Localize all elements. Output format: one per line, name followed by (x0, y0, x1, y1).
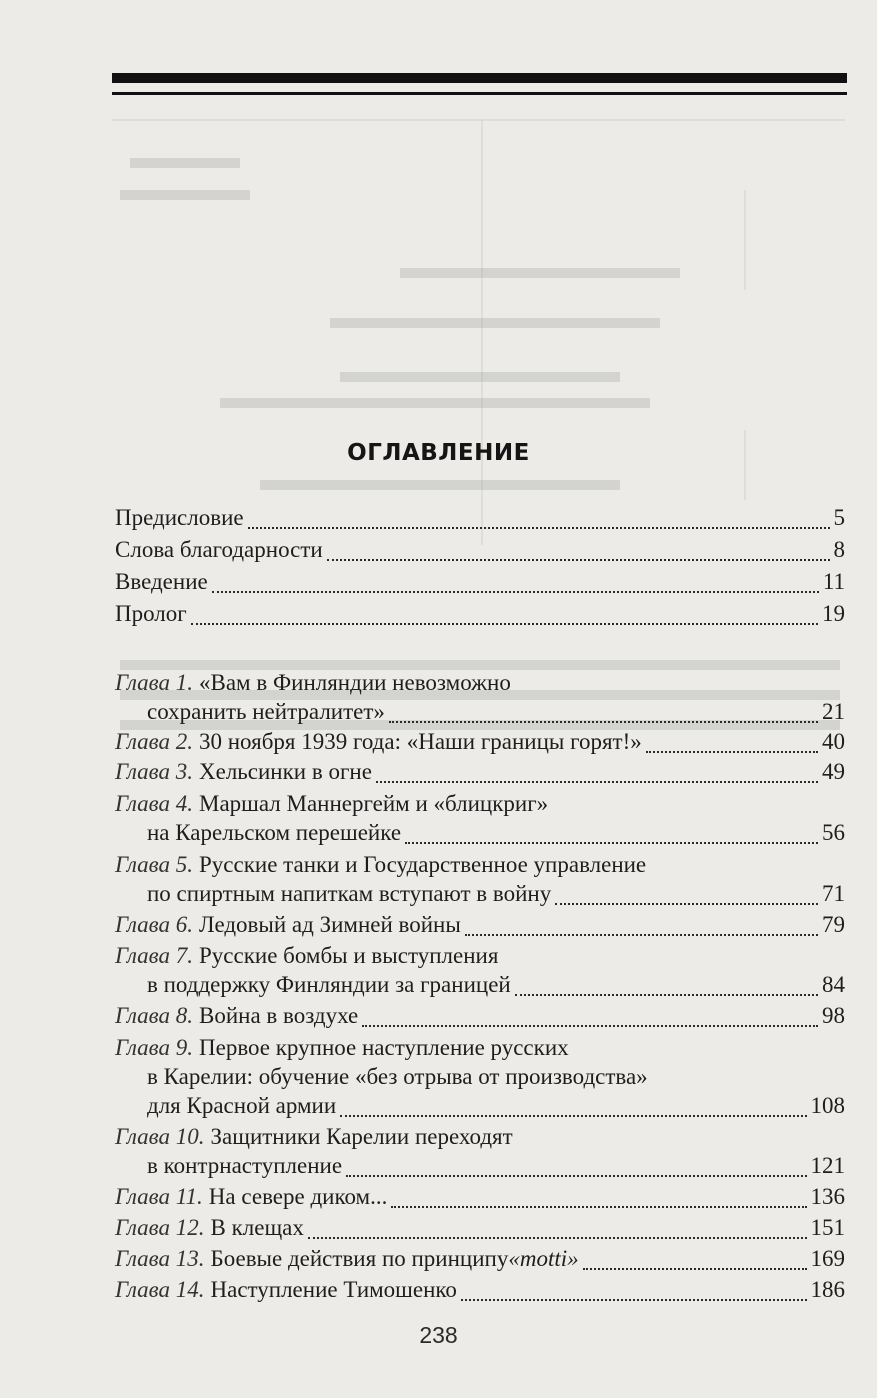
toc-chapter-1[interactable] (115, 670, 845, 700)
chapter-label: Глава 12. (115, 1215, 205, 1240)
toc-chapter-10[interactable] (115, 1124, 845, 1154)
page-number: 19 (822, 601, 845, 626)
dot-leader (191, 623, 818, 625)
chapter-label: Глава 10. (115, 1124, 205, 1149)
toc-chapter-12[interactable] (115, 1215, 845, 1245)
chapter-title-cont: в контрнаступление (147, 1153, 343, 1178)
chapter-label: Глава 4. (115, 791, 193, 816)
page-number: 136 (810, 1184, 845, 1209)
dot-leader (391, 1206, 806, 1208)
toc-chapter-7-cont[interactable] (115, 972, 845, 1002)
chapter-label: Глава 9. (115, 1035, 193, 1060)
chapter-label: Глава 3. (115, 759, 193, 784)
page-number: 151 (810, 1215, 845, 1240)
chapter-title-cont: сохранить нейтралитет» (147, 699, 385, 724)
dot-leader (327, 559, 830, 561)
dot-leader (583, 1268, 807, 1270)
page-number: 5 (833, 505, 845, 530)
toc-chapter-14[interactable] (115, 1277, 845, 1307)
chapter-label: Глава 8. (115, 1003, 193, 1028)
page-number: 84 (822, 972, 845, 997)
toc-chapter-6[interactable] (115, 912, 845, 942)
dot-leader (212, 591, 819, 593)
chapter-title: 30 ноября 1939 года: «Наши границы горят!» (199, 729, 642, 754)
chapter-label: Глава 7. (115, 943, 193, 968)
header-rule-thick (112, 73, 847, 83)
page-number: 108 (810, 1093, 845, 1118)
toc-chapter-7[interactable] (115, 943, 845, 973)
page-number: 121 (810, 1153, 845, 1178)
page-number: 21 (822, 699, 845, 724)
page-number: 49 (822, 759, 845, 784)
page-number: 56 (822, 820, 845, 845)
page-number: 98 (822, 1003, 845, 1028)
chapter-title: Защитники Карелии переходят (210, 1124, 513, 1149)
page-number: 71 (822, 881, 845, 906)
chapter-label: Глава 13. (115, 1246, 205, 1271)
toc-chapter-2[interactable] (115, 729, 845, 759)
toc-entry[interactable] (115, 537, 845, 567)
toc-chapter-10-cont[interactable] (115, 1153, 845, 1183)
dot-leader (346, 1175, 806, 1177)
chapter-title-cont: для Красной армии (147, 1093, 337, 1118)
toc-chapter-5[interactable] (115, 852, 845, 882)
page-folio: 238 (419, 1322, 458, 1348)
chapter-title: Боевые действия по принципу (210, 1246, 509, 1271)
dot-leader (555, 903, 818, 905)
chapter-label: Глава 14. (115, 1277, 205, 1302)
dot-leader (515, 994, 818, 996)
toc-entry[interactable] (115, 505, 845, 535)
chapter-title: Наступление Тимошенко (210, 1277, 457, 1302)
dot-leader (340, 1115, 806, 1117)
dot-leader (389, 721, 818, 723)
toc-chapter-4-cont[interactable] (115, 820, 845, 850)
toc-chapter-1-cont[interactable] (115, 699, 845, 729)
entry-title: Пролог (115, 601, 187, 626)
toc-chapter-3[interactable] (115, 759, 845, 789)
toc-chapter-9-cont[interactable] (115, 1093, 845, 1123)
chapter-title: Русские танки и Государственное управление (199, 852, 647, 877)
chapter-title: На севере диком... (208, 1184, 388, 1209)
toc-entry[interactable] (115, 601, 845, 631)
chapter-title: Хельсинки в огне (199, 759, 372, 784)
toc-chapter-13[interactable] (115, 1246, 845, 1276)
dot-leader (376, 781, 818, 783)
chapter-title: Первое крупное наступление русских (199, 1035, 569, 1060)
chapter-title-cont: по спиртным напиткам вступают в войну (147, 881, 552, 906)
page-number: 8 (833, 537, 845, 562)
chapter-title: Русские бомбы и выступления (199, 943, 499, 968)
toc-chapter-9-cont[interactable] (115, 1064, 845, 1094)
dot-leader (308, 1237, 807, 1239)
chapter-label: Глава 6. (115, 912, 193, 937)
page-number: 169 (810, 1246, 845, 1271)
entry-title: Введение (115, 569, 208, 594)
chapter-title-cont: в поддержку Финляндии за границей (147, 972, 511, 997)
header-rule-thin (112, 92, 847, 95)
chapter-label: Глава 1. (115, 670, 193, 695)
toc-chapter-4[interactable] (115, 791, 845, 821)
chapter-title-cont: в Карелии: обучение «без отрыва от производства» (147, 1064, 648, 1089)
toc-chapter-9[interactable] (115, 1035, 845, 1065)
chapter-title: Маршал Маннергейм и «блицкриг» (199, 791, 549, 816)
chapter-title: «Вам в Финляндии невозможно (199, 670, 511, 695)
chapter-title: Ледовый ад Зимней войны (199, 912, 461, 937)
page-number: 11 (822, 569, 845, 594)
chapter-label: Глава 2. (115, 729, 193, 754)
dot-leader (405, 842, 818, 844)
chapter-title: В клещах (210, 1215, 304, 1240)
toc-chapter-5-cont[interactable] (115, 881, 845, 911)
dot-leader (248, 527, 830, 529)
dot-leader (646, 751, 818, 753)
chapter-label: Глава 11. (115, 1184, 203, 1209)
toc-entry[interactable] (115, 569, 845, 599)
dot-leader (461, 1299, 807, 1301)
toc-chapter-11[interactable] (115, 1184, 845, 1214)
toc-heading: ОГЛАВЛЕНИЕ (347, 440, 530, 466)
toc-chapter-8[interactable] (115, 1003, 845, 1033)
chapter-title-cont: на Карельском перешейке (147, 820, 402, 845)
dot-leader (465, 934, 818, 936)
chapter-title-italic: «motti» (508, 1246, 579, 1271)
page-number: 79 (822, 912, 845, 937)
entry-title: Предисловие (115, 505, 244, 530)
entry-title: Слова благодарности (115, 537, 323, 562)
page-number: 186 (810, 1277, 845, 1302)
page-number: 40 (822, 729, 845, 754)
chapter-label: Глава 5. (115, 852, 193, 877)
dot-leader (362, 1025, 818, 1027)
chapter-title: Война в воздухе (199, 1003, 359, 1028)
